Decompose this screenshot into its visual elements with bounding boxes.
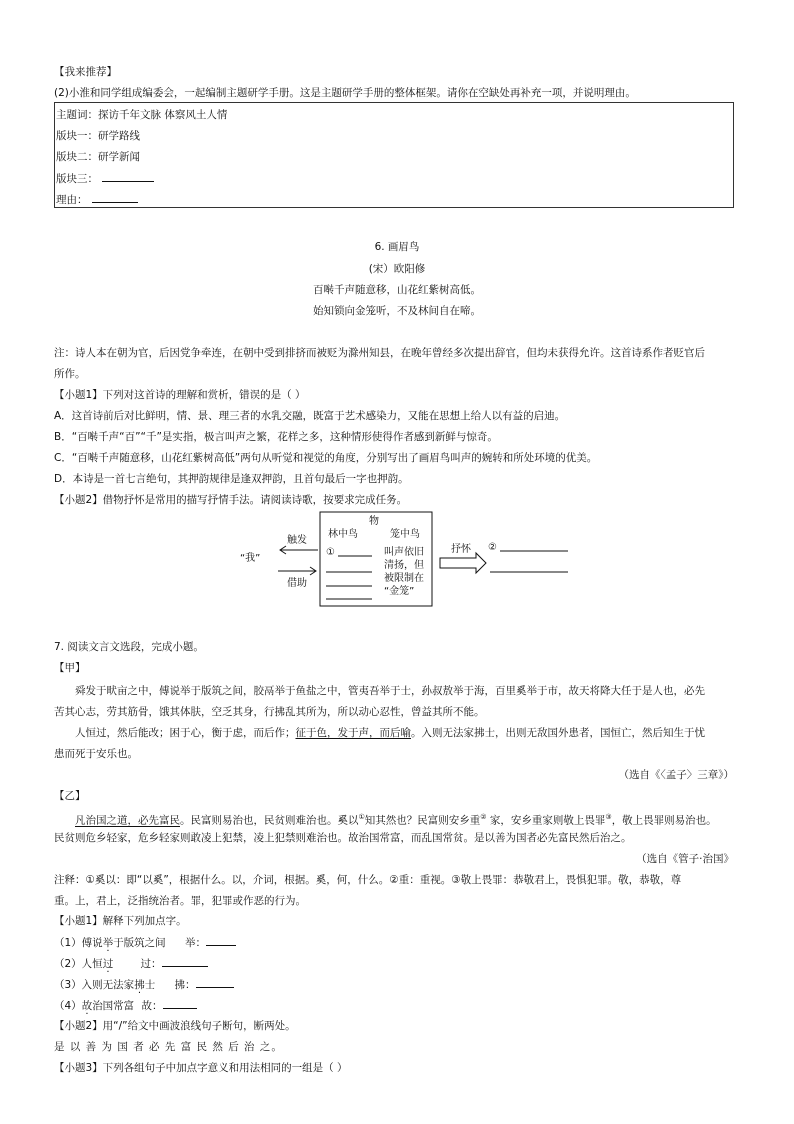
passage-jia-p1-line2: 苦其心志，劳其筋骨，饿其体肤，空乏其身，行拂乱其所为，所以动心忍性，曾益其所不能。 [54,706,485,718]
passage-jia-p2-line2: 患而死于安乐也。 [54,748,138,760]
diagram-jiezhu-label: 借助 [287,578,307,589]
item4-dotted-char: 故 [81,1000,93,1012]
diagram-circle-1: ① [326,547,335,558]
passage-jia-label: 【甲】 [54,662,86,674]
diagram-hollow-arrow [440,553,486,573]
passage-yi-line2: 民贫则危乡轻家，危乡轻家则敢凌上犯禁，凌上犯禁则难治也。故治国常富，而乱国常贫。是以善为国者必先富民然后治之。 [54,832,632,844]
recommend-prompt: (2)小淮和同学组成编委会，一起编制主题研学手册。这是主题研学手册的整体框架。请你在空缺处再补充一项，并说明理由。 [54,87,636,99]
passage-jia-p2-line1 [75,726,705,740]
item2-blank[interactable] [162,956,208,967]
poem-line-2: 始知锁向金笼听，不及林间自在啼。 [313,305,481,317]
poem-author: (宋）欧阳修 [368,263,426,275]
block3-line [56,171,154,186]
poem-analysis-diagram [0,508,794,612]
notes-line2: 重。上，君上，泛指统治者。罪，犯罪或作恶的行为。 [54,895,306,907]
passage-yi-underlined: 凡治国之道，必先富民 [75,814,180,827]
q7-subquestion-2: 【小题2】用“/”给文中画波浪线句子断句，断两处。 [54,1020,296,1032]
reason-label: 理由： [56,194,88,206]
item3-blank[interactable] [196,977,234,988]
diagram-wu-label: 物 [369,516,379,527]
poem-note-line-1: 注：诗人本在朝为官，后因党争牵连，在朝中受到排挤而被贬为滁州知县，在晚年曾经多次提出辞官，但均未获得允许。这首诗系作者贬官后 [54,347,705,359]
q7-subquestion-1: 【小题1】解释下列加点字。 [54,915,187,927]
note-ref-3: ③ [605,813,612,821]
block3-blank[interactable] [102,171,154,182]
reason-blank[interactable] [92,192,138,203]
q6-subquestion-1: 【小题1】下列对这首诗的理解和赏析，错误的是（ ） [54,389,306,401]
passage-yi-line1 [75,810,717,828]
theme-line: 主题词：探访千年文脉 体察风土人情 [56,109,228,121]
diagram-chufa-label: 触发 [287,535,307,546]
q6-option-b[interactable]: B．“百啭千声“百”“千”是实指，极言叫声之繁，花样之多，这种情形使得作者感到新鲜与惊奇。 [54,431,498,443]
passage-yi-seg-a: 。民富则易治也，民贫则难治也。奚以 [180,814,359,827]
passage-yi-seg-b: 知其然也？民富则安乡重 [364,814,481,827]
q6-subquestion-2: 【小题2】借物抒怀是常用的描写抒情手法。请阅读诗歌，按要求完成任务。 [54,494,408,506]
passage-jia-p1-line1: 舜发于畎亩之中，傅说举于版筑之间，胶鬲举于鱼盐之中，管夷吾举于士，孙叔敖举于海，百里奚举于市，故天将降大任于是人也，必先 [75,685,705,697]
item2-dotted-char: 过 [102,958,114,970]
diagram-cage-bird-label: 笼中鸟 [390,529,420,540]
item4-pre: （4） [54,1000,82,1012]
diagram-cage-desc-1: 叫声依旧 [384,547,424,558]
item3-dotted-char: 拂 [134,979,145,991]
source-yi: （选自《管子·治国》 [636,853,734,865]
explain-item-4 [54,998,197,1013]
diagram-wo-label: “我” [240,553,261,564]
diagram-cage-desc-4: “金笼” [384,586,415,597]
passage-jia-p2-post: 。入则无法家拂士，出则无敌国外患者，国恒亡，然后知生于忧 [411,727,705,739]
note-ref-2: ② [480,813,487,821]
passage-jia-p2-pre: 人恒过，然后能改；困于心，衡于虑，而后作； [75,727,296,739]
item1-blank[interactable] [206,935,236,946]
diagram-shuhuai-label: 抒怀 [451,544,471,555]
passage-yi-seg-c: 家，安乡重家则敬上畏罪 [486,814,606,827]
item4-post: 治国常富 [92,1000,135,1012]
reason-line [56,192,138,207]
diagram-cage-desc-2: 清扬，但 [384,560,424,571]
q7-title: 7. 阅读文言文选段，完成小题。 [54,641,204,653]
block1-line: 版块一：研学路线 [56,130,140,142]
item1-dotted-char: 举 [102,937,114,949]
diagram-cage-desc-3: 被限制在 [384,573,424,584]
item3-post: 士 [144,979,156,991]
sentence-to-punctuate: 是 以 善 为 国 者 必 先 富 民 然 后 治 之。 [54,1041,283,1053]
q6-option-a[interactable]: A．这首诗前后对比鲜明，情、景、理三者的水乳交融，既富于艺术感染力，又能在思想上给人以有益的启迪。 [54,410,566,422]
poem-note-line-2: 所作。 [54,368,86,380]
q6-option-d[interactable]: D．本诗是一首七言绝句，其押韵规律是逢双押韵，且首句最后一字也押韵。 [54,473,409,485]
item2-answer-label: 过： [140,958,162,970]
q6-option-c[interactable]: C．“百啭千声随意移，山花红紫树高低”两句从听觉和视觉的角度，分别写出了画眉鸟叫声的婉转和所处环境的优美。 [54,452,598,464]
item2-pre: （2）人恒 [54,958,103,970]
section-heading-recommend: 【我来推荐】 [54,66,117,78]
block2-line: 版块二：研学新闻 [56,151,140,163]
explain-item-3 [54,977,234,992]
item3-answer-label: 拂： [174,979,196,991]
notes-line1: 注释：①奚以：即“以奚”，根据什么。以，介词，根据。奚，何，什么。②重：重视。③敬上畏罪：恭敬君上，畏惧犯罪。敬，恭敬，尊 [54,874,682,886]
passage-yi-label: 【乙】 [54,790,86,802]
item1-answer-label: 举： [185,937,207,949]
passage-jia-underlined: 征于色，发于声，而后喻 [295,727,411,739]
block3-label: 版块三： [56,173,98,185]
note-ref-1: ① [358,813,365,821]
explain-item-1 [54,935,236,950]
poem-line-1: 百啭千声随意移，山花红紫树高低。 [313,284,481,296]
item4-answer-label: 故： [141,1000,163,1012]
item1-pre: （1）傅说 [54,937,103,949]
source-jia: （选自《〈孟子〉三章》） [618,769,734,781]
passage-yi-seg-d: ，敬上畏罪则易治也。 [611,814,717,827]
item4-blank[interactable] [163,998,197,1009]
diagram-forest-bird-label: 林中鸟 [328,529,358,540]
item1-post: 于版筑之间 [113,937,166,949]
poem-title: 6. 画眉鸟 [374,241,420,253]
q7-subquestion-3: 【小题3】下列各组句子中加点字意义和用法相同的一组是（ ） [54,1062,348,1074]
diagram-circle-2: ② [488,542,497,553]
item3-pre: （3）入则无法家 [54,979,135,991]
explain-item-2 [54,956,208,971]
